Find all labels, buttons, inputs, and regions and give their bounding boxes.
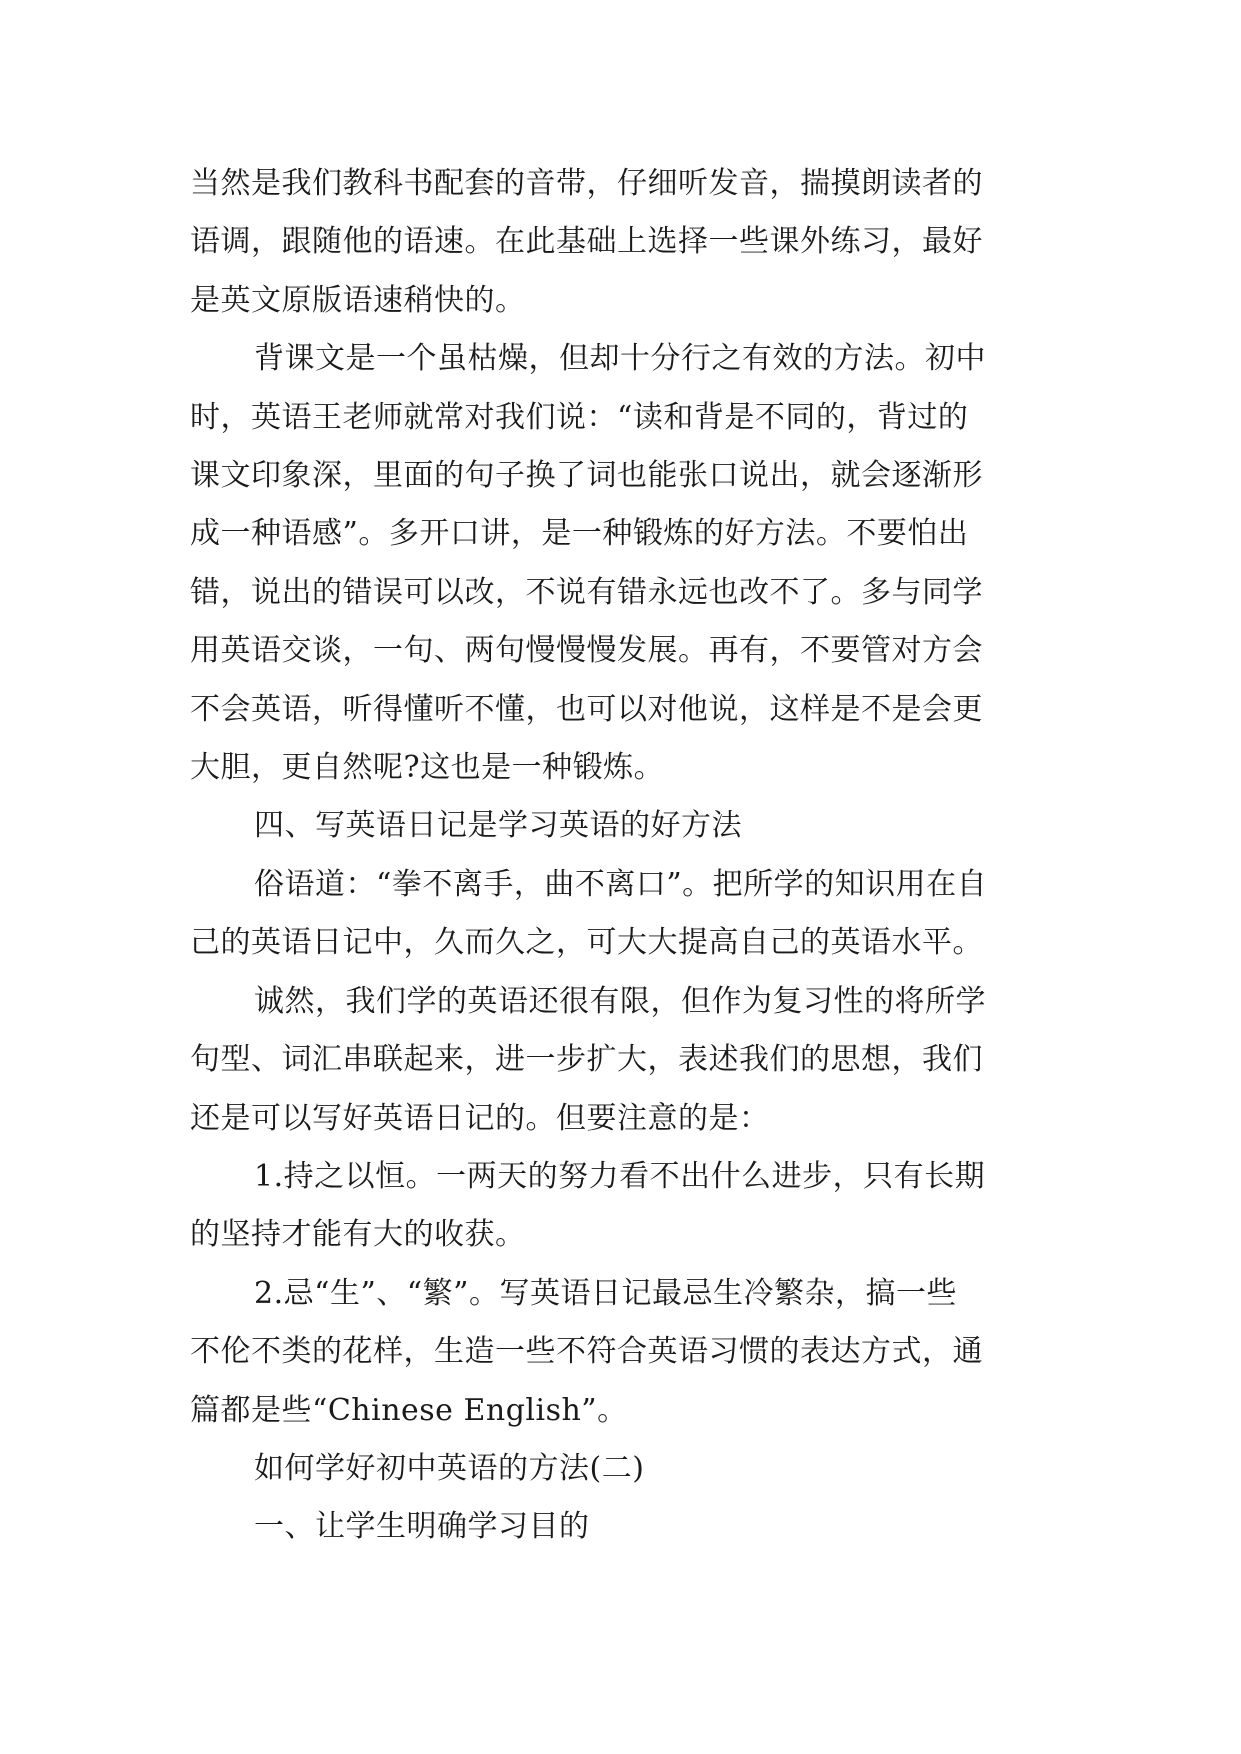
text-line: 己的英语日记中，久而久之，可大大提高自己的英语水平。 — [190, 925, 983, 961]
text-line: 背课文是一个虽枯燥，但却十分行之有效的方法。初中 — [254, 341, 986, 377]
text-line: 是英文原版语速稍快的。 — [190, 282, 526, 318]
list-item-2 — [190, 1265, 1060, 1440]
text-line: 大胆，更自然呢?这也是一种锻炼。 — [190, 750, 665, 786]
paragraph-1 — [190, 155, 1060, 330]
text-line: 课文印象深，里面的句子换了词也能张口说出，就会逐渐形 — [190, 458, 983, 494]
text-line: 四、写英语日记是学习英语的好方法 — [254, 808, 742, 844]
text-line: 当然是我们教科书配套的音带，仔细听发音，揣摸朗读者的 — [190, 166, 983, 201]
text-line: 成一种语感”。多开口讲，是一种锻炼的好方法。不要怕出 — [190, 516, 969, 552]
text-line: 错，说出的错误可以改，不说有错永远也改不了。多与同学 — [190, 574, 983, 610]
section-heading-1 — [190, 1498, 1060, 1556]
text-line: 用英语交谈，一句、两句慢慢慢发展。再有，不要管对方会 — [190, 633, 983, 669]
text-line: 还是可以写好英语日记的。但要注意的是： — [190, 1100, 770, 1136]
text-line: 1.持之以恒。一两天的努力看不出什么进步，只有长期 — [254, 1158, 986, 1194]
text-line: 句型、词汇串联起来，进一步扩大，表述我们的思想，我们 — [190, 1042, 983, 1078]
section-heading-4 — [190, 797, 1060, 855]
list-item-1 — [190, 1148, 1060, 1265]
text-line: 时，英语王老师就常对我们说：“读和背是不同的，背过的 — [190, 399, 969, 435]
paragraph-2 — [190, 330, 1060, 797]
section-title-2 — [190, 1440, 1060, 1498]
document-body — [190, 155, 1060, 1557]
paragraph-3 — [190, 856, 1060, 973]
text-line: 不会英语，听得懂听不懂，也可以对他说，这样是不是会更 — [190, 691, 983, 727]
text-line: 的坚持才能有大的收获。 — [190, 1217, 526, 1253]
text-line: 篇都是些“Chinese English”。 — [190, 1392, 628, 1428]
text-line: 俗语道：“拳不离手，曲不离口”。把所学的知识用在自 — [254, 866, 988, 902]
text-line: 语调，跟随他的语速。在此基础上选择一些课外练习，最好 — [190, 224, 983, 260]
text-line: 不伦不类的花样，生造一些不符合英语习惯的表达方式，通 — [190, 1334, 983, 1370]
paragraph-4 — [190, 973, 1060, 1148]
text-line: 诚然，我们学的英语还很有限，但作为复习性的将所学 — [254, 983, 986, 1019]
text-line: 如何学好初中英语的方法(二) — [254, 1450, 645, 1486]
text-line: 一、让学生明确学习目的 — [254, 1509, 590, 1545]
text-line: 2.忌“生”、“繁”。写英语日记最忌生冷繁杂，搞一些 — [254, 1275, 957, 1311]
